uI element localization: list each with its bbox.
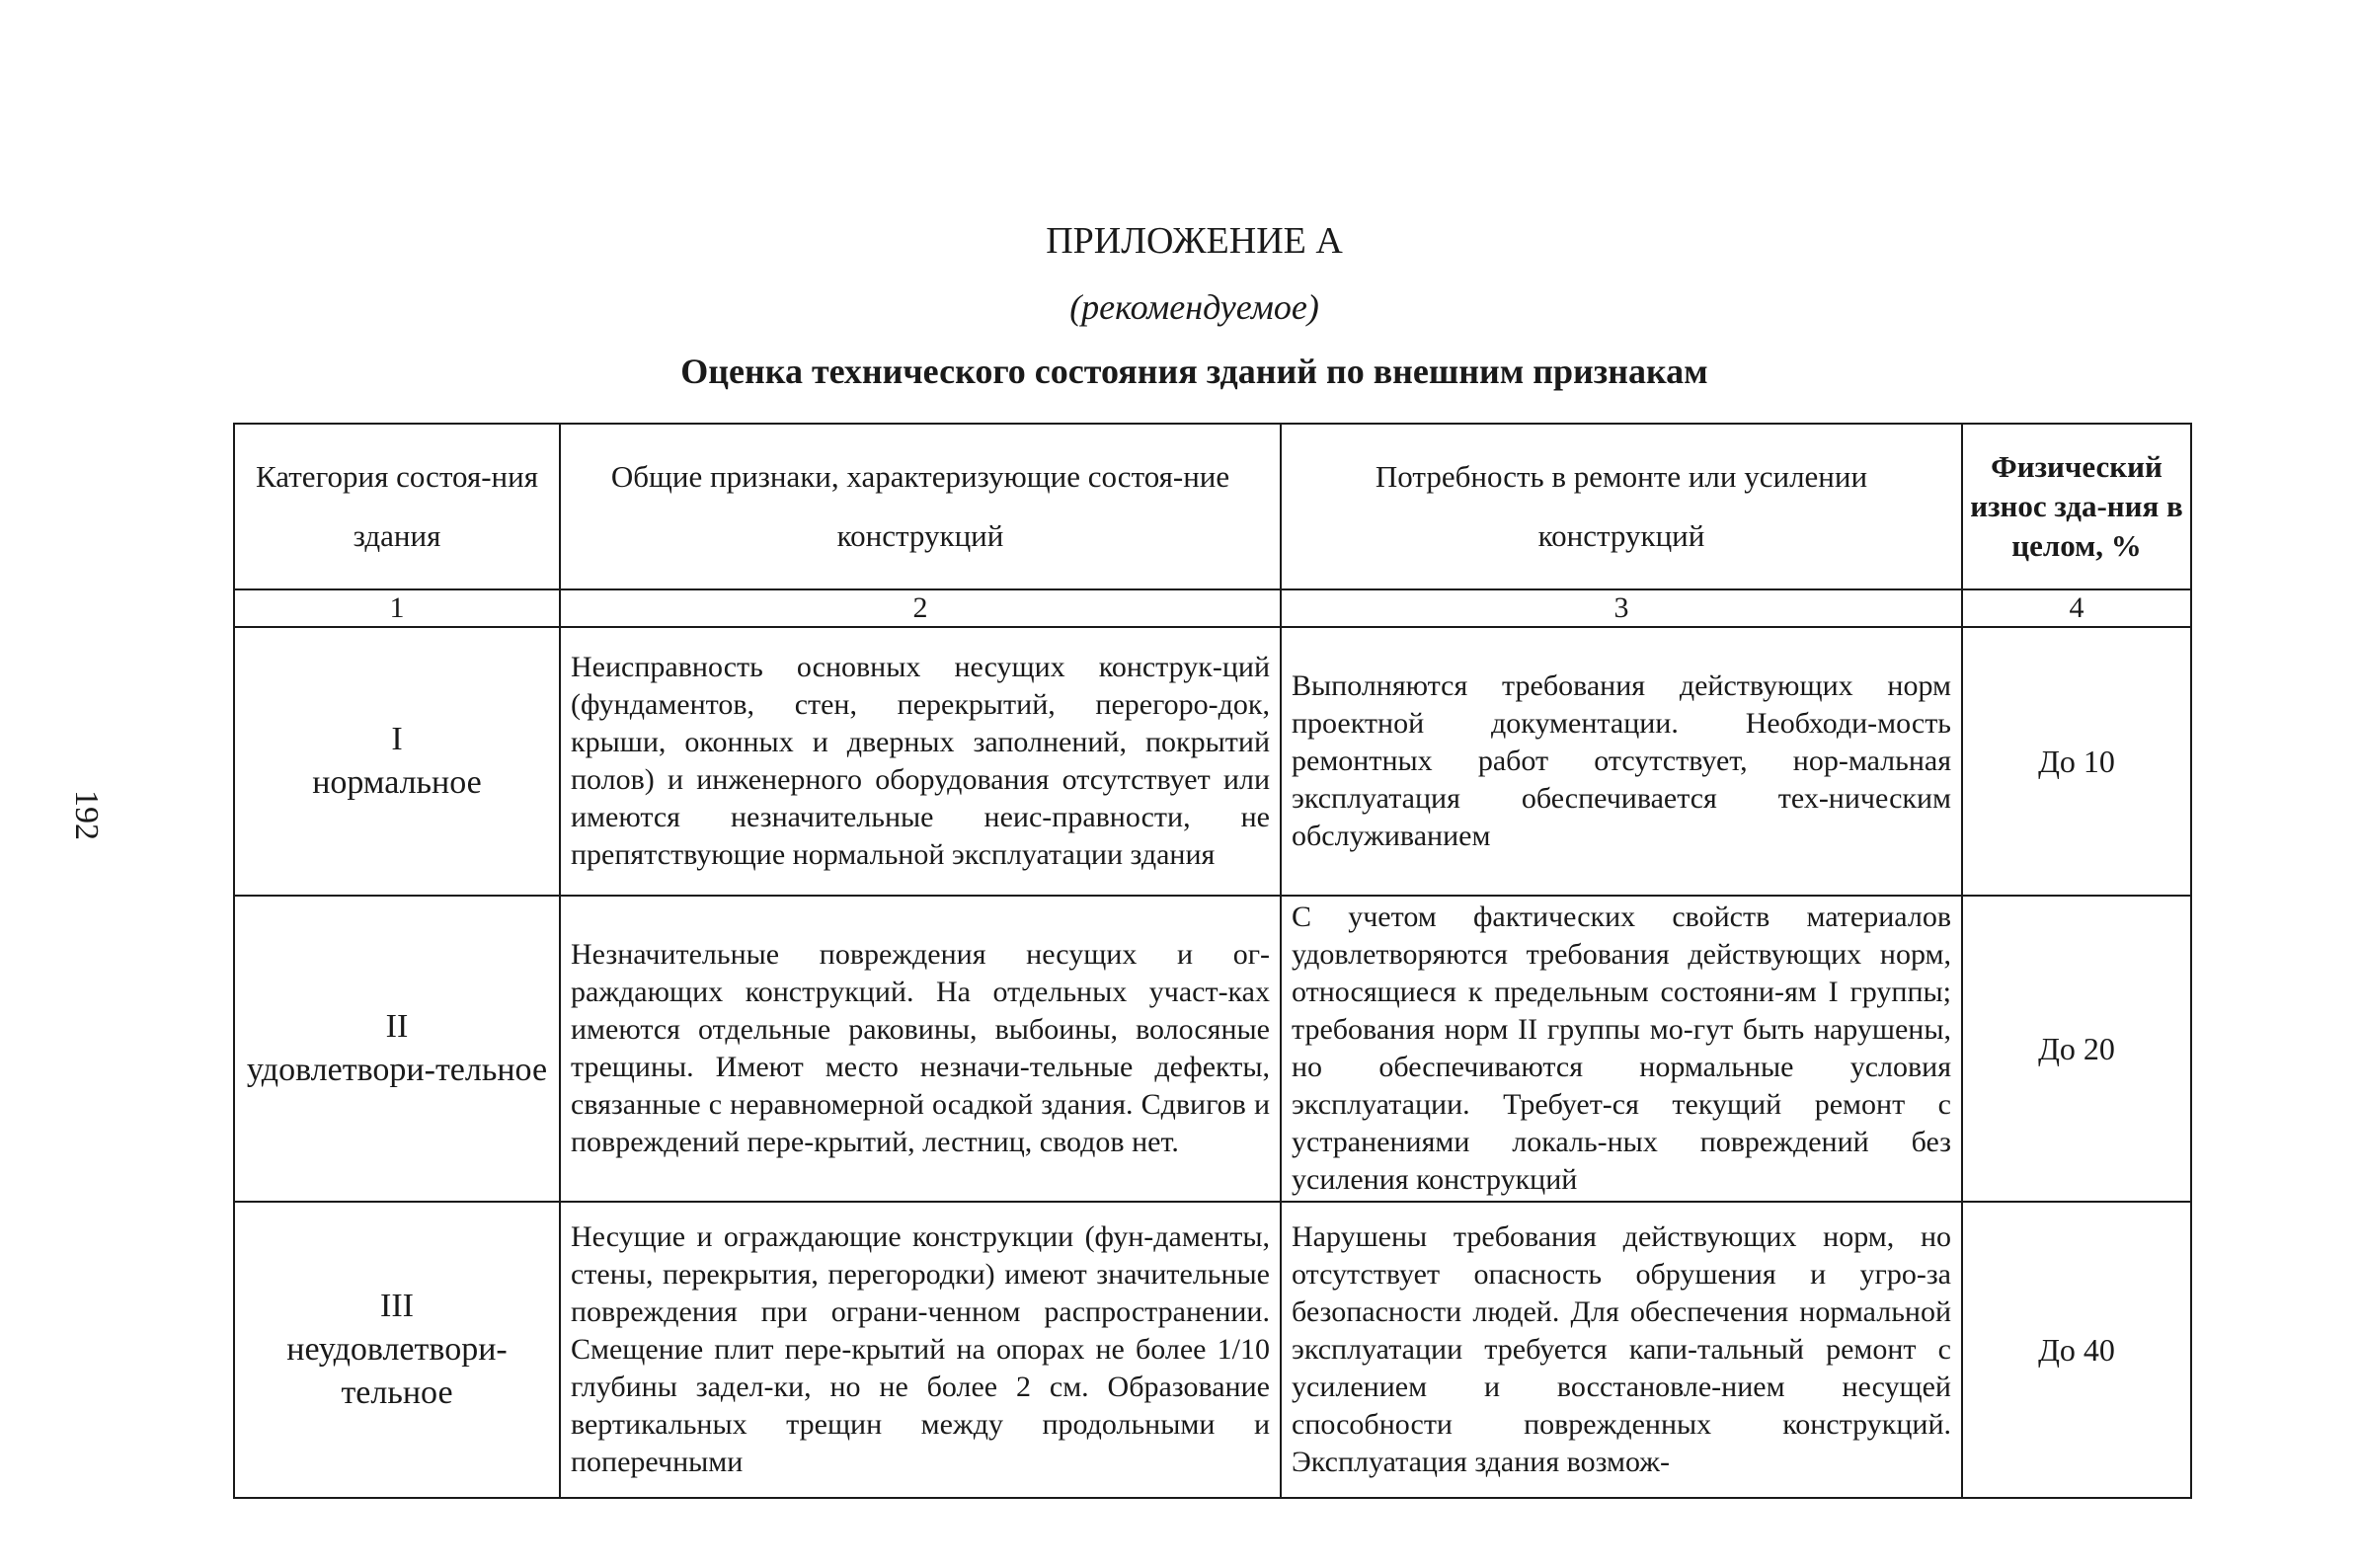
column-number: 3 xyxy=(1281,589,1962,627)
repair-cell: С учетом фактических свойств материалов удовлетворяются требования действующих норм, относящиеся к предельным состояни-ям I группы; требования норм II группы мо-гут быть нарушены, но обеспечиваются нормальные условия эксплуатации. Требует-ся текущий ремонт с устранениями локаль-ных повреждений без усиления конструкций xyxy=(1281,896,1962,1202)
column-number: 4 xyxy=(1962,589,2191,627)
category-name: неудовлетвори-тельное xyxy=(286,1331,508,1411)
appendix-note: (рекомендуемое) xyxy=(1069,287,1319,327)
header-wear: Физический износ зда-ния в целом, % xyxy=(1962,424,2191,589)
repair-cell: Нарушены требования действующих норм, но отсутствует опасность обрушения и угро-за безопасности людей. Для обеспечения нормальной эксплуатации требуется капи-тальный ремонт с усилением и восстановле-нием несущей способности поврежденных конструкций. Эксплуатация здания возмож- xyxy=(1281,1202,1962,1498)
table-row xyxy=(234,896,2191,1202)
column-number: 1 xyxy=(234,589,560,627)
category-name: удовлетвори-тельное xyxy=(246,1052,548,1088)
page-number: 192 xyxy=(68,790,105,840)
condition-table xyxy=(233,423,2192,1499)
wear-cell: До 10 xyxy=(1962,627,2191,896)
table-row xyxy=(234,1202,2191,1498)
wear-cell: До 20 xyxy=(1962,896,2191,1202)
category-cell xyxy=(234,896,560,1202)
category-name: нормальное xyxy=(312,764,482,801)
category-number: I xyxy=(391,721,403,757)
column-number-row xyxy=(234,589,2191,627)
header-row xyxy=(234,424,2191,589)
table-row xyxy=(234,627,2191,896)
signs-cell: Несущие и ограждающие конструкции (фун-даменты, стены, перекрытия, перегородки) имеют значительные повреждения при ограни-ченном распространении. Смещение плит пере-крытий на опорах не более 1/10 глубины задел-ки, но не более 2 см. Образование вертикальных трещин между продольными и поперечными xyxy=(560,1202,1281,1498)
header-signs: Общие признаки, характеризующие состоя-ние конструкций xyxy=(560,424,1281,589)
category-cell xyxy=(234,1202,560,1498)
category-number: II xyxy=(385,1008,409,1045)
repair-cell: Выполняются требования действующих норм проектной документации. Необходи-мость ремонтных работ отсутствует, нор-мальная эксплуатация обеспечивается тех-ническим обслуживанием xyxy=(1281,627,1962,896)
signs-cell: Неисправность основных несущих конструк-ций (фундаментов, стен, перекрытий, перегоро-док, крыши, оконных и дверных заполнений, покрытий полов) и инженерного оборудования отсутствует или имеются незначительные неис-правности, не препятствующие нормальной эксплуатации здания xyxy=(560,627,1281,896)
wear-cell: До 40 xyxy=(1962,1202,2191,1498)
signs-cell: Незначительные повреждения несущих и ог-раждающих конструкций. На отдельных участ-ках имеются отдельные раковины, выбоины, волосяные трещины. Имеют место незначи-тельные дефекты, связанные с неравномерной осадкой здания. Сдвигов и повреждений пере-крытий, лестниц, сводов нет. xyxy=(560,896,1281,1202)
document-title: Оценка технического состояния зданий по внешним признакам xyxy=(680,352,1708,391)
appendix-title: ПРИЛОЖЕНИЕ А xyxy=(1046,220,1343,262)
category-cell xyxy=(234,627,560,896)
category-number: III xyxy=(380,1288,414,1324)
header-repair: Потребность в ремонте или усилении конструкций xyxy=(1281,424,1962,589)
column-number: 2 xyxy=(560,589,1281,627)
header-category: Категория состоя-ния здания xyxy=(234,424,560,589)
